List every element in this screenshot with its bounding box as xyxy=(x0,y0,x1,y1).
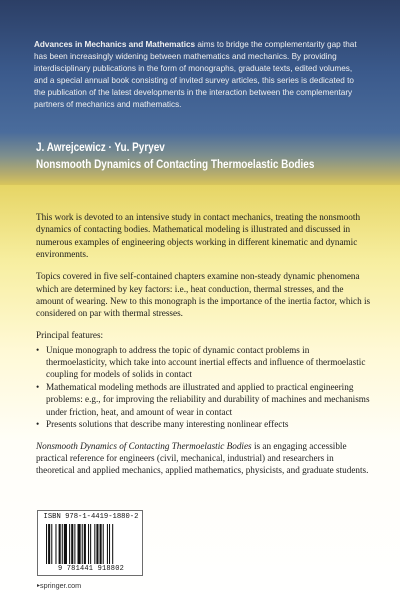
barcode-bars xyxy=(46,524,136,564)
title-band xyxy=(0,132,400,185)
feature-text: Unique monograph to address the topic of dynamic contact problems in thermoelasticity, which take into account inertial effects and influence of thermoelastic coupling for models of solids in contact xyxy=(46,344,366,380)
blurb-content xyxy=(36,211,372,486)
series-description-text: aims to bridge the complementarity gap that has been increasingly widening between mathematics and mechanics. By providing interdisciplinary publications in the form of monographs, graduate texts, edited volumes, and a special annual book consisting of invited survey articles, this series is dedicated to the publication of the latest developments in the interaction between the complementary partners of mechanics and mathematics. xyxy=(34,40,357,110)
bullet-icon: • xyxy=(36,419,40,430)
closing-paragraph xyxy=(36,440,372,477)
feature-text: Presents solutions that describe many interesting nonlinear effects xyxy=(46,419,289,430)
features-heading: Principal features: xyxy=(36,330,104,341)
barcode xyxy=(37,510,143,576)
publisher-site: springer.com xyxy=(40,581,82,590)
feature-item xyxy=(36,344,372,381)
book-title: Nonsmooth Dynamics of Contacting Thermoelastic Bodies xyxy=(36,157,315,171)
bullet-icon: • xyxy=(36,381,40,392)
book-authors: J. Awrejcewicz · Yu. Pyryev xyxy=(36,140,165,154)
isbn-label: ISBN 978-1-4419-1880-2 xyxy=(43,513,139,521)
features-list xyxy=(36,344,372,431)
series-name: Advances in Mechanics and Mathematics xyxy=(34,40,196,49)
topics-paragraph: Topics covered in five self-contained chapters examine non-steady dynamic phenomena which are determined by key factors: i.e., heat conduction, thermal stresses, and the amount of wearing. New to this monograph is the importance of the inertia factor, which is considered on par with thermal stresses. xyxy=(36,271,371,319)
feature-item xyxy=(36,381,372,418)
publisher-link[interactable] xyxy=(37,581,81,590)
series-band xyxy=(0,0,400,132)
closing-book-title: Nonsmooth Dynamics of Contacting Thermoelastic Bodies xyxy=(36,440,252,451)
feature-item xyxy=(36,418,372,430)
closing-text: is an engaging accessible practical reference for engineers (civil, mechanical, industrial) and researchers in theoretical and applied mechanics, applied mathematics, physicists, and graduate students. xyxy=(36,440,369,476)
bullet-icon: • xyxy=(36,344,40,355)
feature-text: Mathematical modeling methods are illustrated and applied to practical engineering problems: e.g., for improving the reliability and durability of machines and mechanisms under friction, heat, and amount of wear in contact xyxy=(46,381,370,417)
barcode-digits: 9 781441 918802 xyxy=(57,565,124,573)
series-description xyxy=(34,39,366,112)
intro-paragraph: This work is devoted to an intensive study in contact mechanics, treating the nonsmooth dynamics of contacting bodies. Mathematical modeling is illustrated and discussed in numerous examples of engineering objects working in different kinematic and dynamic environments. xyxy=(36,212,361,260)
arrow-right-icon: ▸ xyxy=(37,583,41,589)
